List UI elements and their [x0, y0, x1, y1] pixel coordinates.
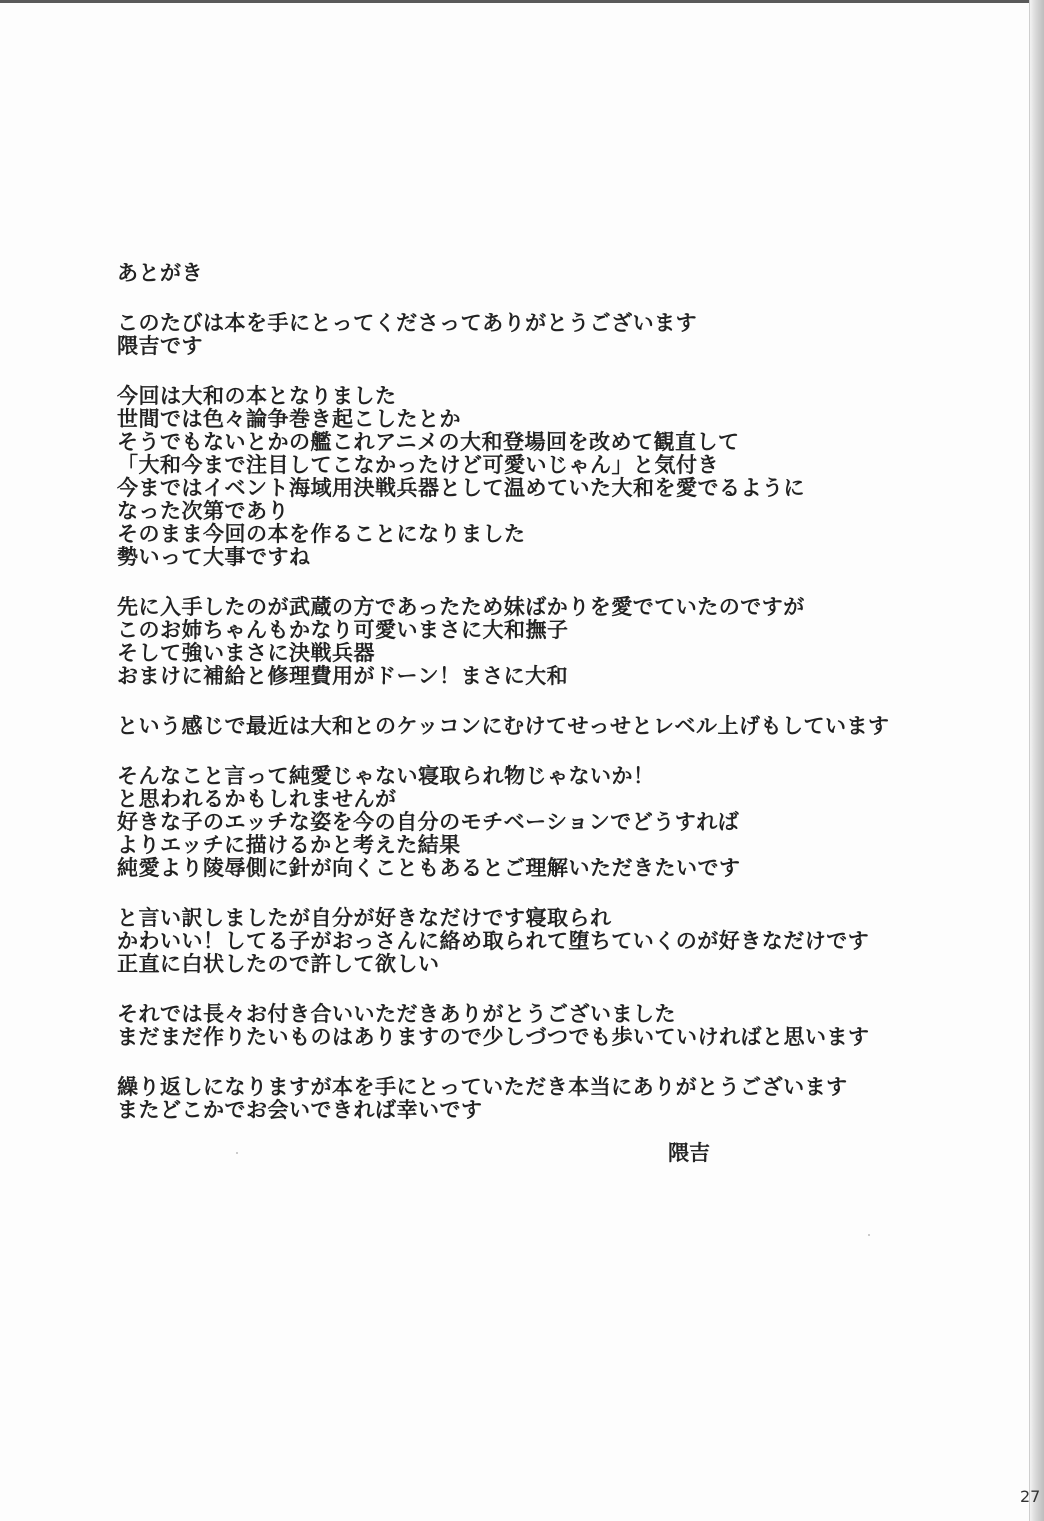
paragraph-confession: [117, 907, 997, 976]
text-line: と言い訳しましたが自分が好きなだけです寝取られ: [117, 906, 612, 930]
page-right-edge-shadow: [1030, 0, 1044, 1521]
text-line: 世間では色々論争巻き起こしたとか: [117, 407, 461, 431]
text-line: そんなこと言って純愛じゃない寝取られ物じゃないか！: [117, 764, 655, 788]
text-line: 勢いって大事ですね: [117, 545, 311, 569]
text-line: 「大和今まで注目してこなかったけど可愛いじゃん」と気付き: [117, 453, 719, 477]
paragraph-closing: [117, 1076, 997, 1122]
paragraph-musashi: [117, 596, 997, 688]
afterword-heading: あとがき: [117, 261, 203, 285]
paragraph-greeting: [117, 312, 997, 358]
paragraph-level-up: [117, 715, 997, 738]
text-line: 今まではイベント海域用決戦兵器として温めていた大和を愛でるように: [117, 476, 805, 500]
paragraph-about-book: [117, 385, 997, 569]
text-line: 純愛より陵辱側に針が向くこともあるとご理解いただきたいです: [117, 856, 741, 880]
paragraph-thanks: [117, 1003, 997, 1049]
page-number: 27: [1020, 1487, 1041, 1506]
text-line: それでは長々お付き合いいただきありがとうございました: [117, 1002, 676, 1026]
text-line: 好きな子のエッチな姿を今の自分のモチベーションでどうすれば: [117, 810, 740, 834]
text-line: という感じで最近は大和とのケッコンにむけてせっせとレベル上げもしています: [117, 714, 890, 738]
text-line: そして強いまさに決戦兵器: [117, 641, 375, 665]
paper-speck: [868, 1234, 870, 1236]
text-line: 隈吉です: [117, 334, 203, 358]
text-line: 今回は大和の本となりました: [117, 384, 397, 408]
text-line: 先に入手したのが武蔵の方であったため妹ばかりを愛でていたのですが: [117, 595, 805, 619]
text-line: 繰り返しになりますが本を手にとっていただき本当にありがとうございます: [117, 1075, 848, 1099]
text-line: このたびは本を手にとってくださってありがとうございます: [117, 311, 698, 335]
paper-speck: [236, 1152, 238, 1154]
paragraph-explanation: [117, 765, 997, 880]
author-signature: 隈吉: [668, 1141, 710, 1165]
text-line: と思われるかもしれませんが: [117, 787, 397, 811]
text-line: そうでもないとかの艦これアニメの大和登場回を改めて観直して: [117, 430, 740, 454]
text-line: なった次第であり: [117, 499, 289, 523]
text-line: そのまま今回の本を作ることになりました: [117, 522, 526, 546]
text-line: まだまだ作りたいものはありますので少しづつでも歩いていければと思います: [117, 1025, 870, 1049]
text-line: かわいい！してる子がおっさんに絡め取られて堕ちていくのが好きなだけです: [117, 929, 870, 953]
afterword-text-block: [117, 262, 997, 1149]
text-line: またどこかでお会いできれば幸いです: [117, 1098, 483, 1122]
text-line: おまけに補給と修理費用がドーン！まさに大和: [117, 664, 569, 688]
page-top-edge: [0, 0, 1044, 3]
text-line: このお姉ちゃんもかなり可愛いまさに大和撫子: [117, 618, 569, 642]
text-line: 正直に白状したので許して欲しい: [117, 952, 440, 976]
text-line: よりエッチに描けるかと考えた結果: [117, 833, 461, 857]
